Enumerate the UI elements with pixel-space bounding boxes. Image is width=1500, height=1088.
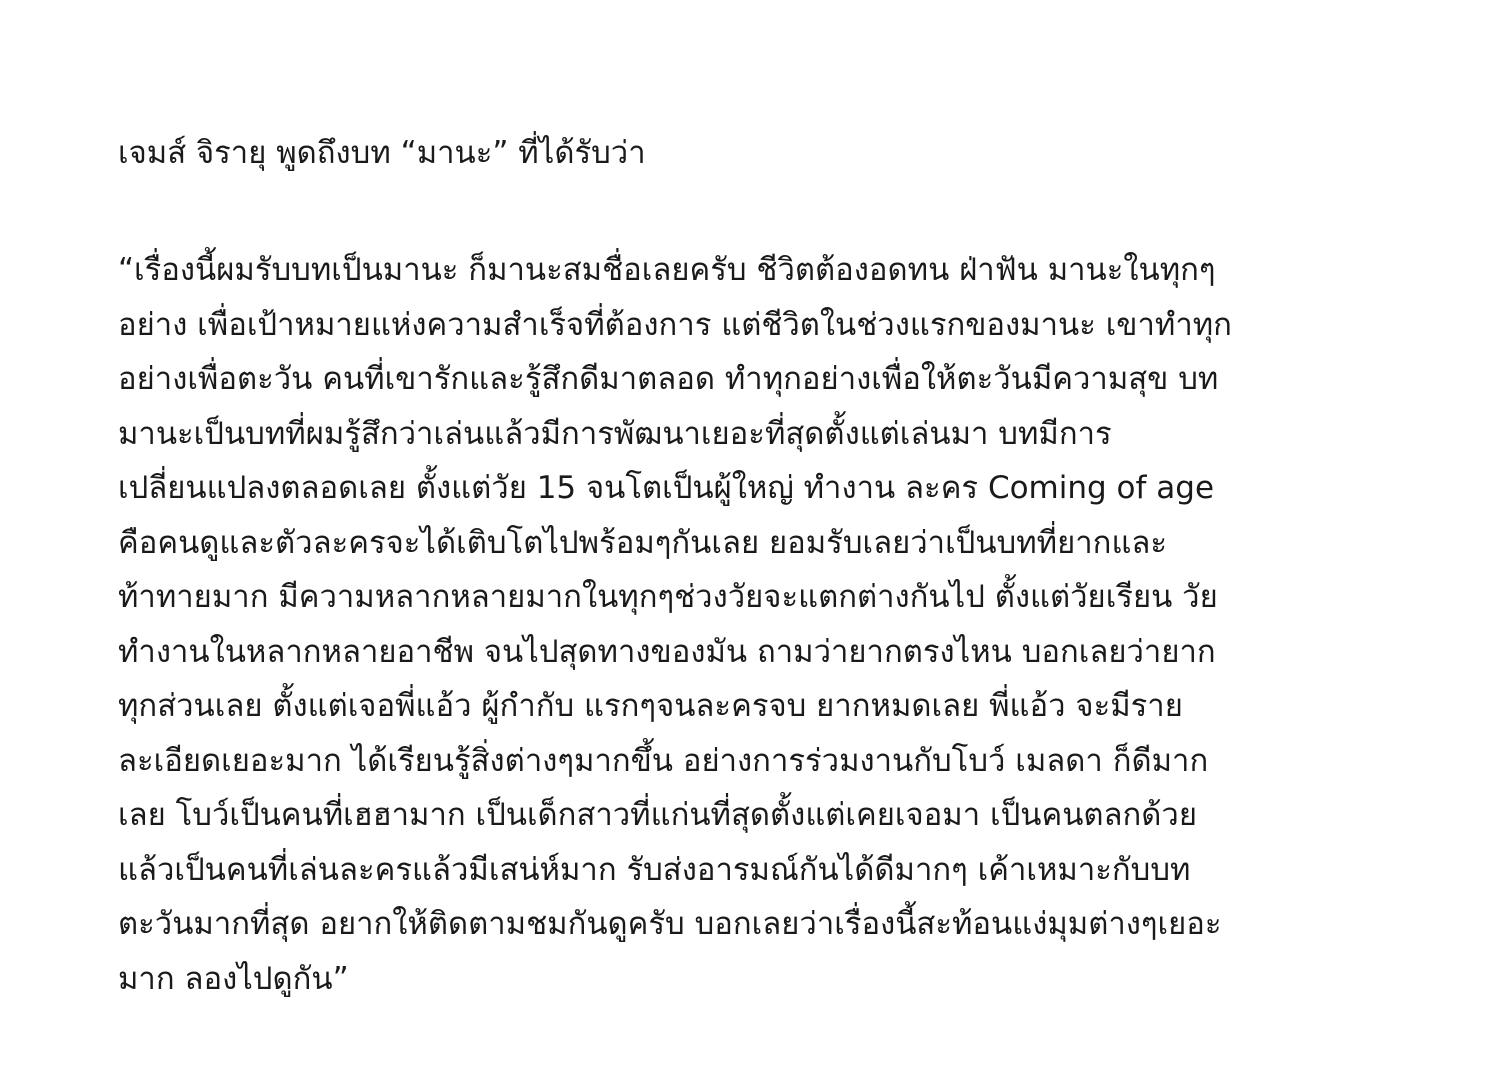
quote-line: เปลี่ยนแปลงตลอดเลย ตั้งแต่วัย 15 จนโตเป็นผู้ใหญ่ ทำงาน ละคร Coming of age [118, 470, 1215, 506]
quote-line: ทุกส่วนเลย ตั้งแต่เจอพี่แอ้ว ผู้กำกับ แรกๆจนละครจบ ยากหมดเลย พี่แอ้ว จะมีราย [118, 688, 1183, 724]
quote-line: ตะวันมากที่สุด อยากให้ติดตามชมกันดูครับ บอกเลยว่าเรื่องนี้สะท้อนแง่มุมต่างๆเยอะ [118, 906, 1222, 942]
quote-line: ทำงานในหลากหลายอาชีพ จนไปสุดทางของมัน ถามว่ายากตรงไหน บอกเลยว่ายาก [118, 633, 1216, 670]
quote-line: อย่าง เพื่อเป้าหมายแห่งความสำเร็จที่ต้องการ แต่ชีวิตในช่วงแรกของมานะ เขาทำทุก [118, 306, 1232, 343]
quote-line: เลย โบว์เป็นคนที่เฮฮามาก เป็นเด็กสาวที่แก่นที่สุดตั้งแต่เคยเจอมา เป็นคนตลกด้วย [118, 797, 1197, 833]
quote-line: “เรื่องนี้ผมรับบทเป็นมานะ ก็มานะสมชื่อเลยครับ ชีวิตต้องอดทน ฝ่าฟัน มานะในทุกๆ [118, 252, 1216, 288]
quote-line: ท้าทายมาก มีความหลากหลายมากในทุกๆช่วงวัยจะแตกต่างกันไป ตั้งแต่วัยเรียน วัย [118, 579, 1218, 615]
quote-line: อย่างเพื่อตะวัน คนที่เขารักและรู้สึกดีมาตลอด ทำทุกอย่างเพื่อให้ตะวันมีความสุข บท [118, 361, 1219, 397]
quote-line: คือคนดูและตัวละครจะได้เติบโตไปพร้อมๆกันเลย ยอมรับเลยว่าเป็นบทที่ยากและ [118, 524, 1168, 561]
quote-paragraph [118, 243, 1418, 1006]
quote-line: มานะเป็นบทที่ผมรู้สึกว่าเล่นแล้วมีการพัฒนาเยอะที่สุดตั้งแต่เล่นมา บทมีการ [118, 415, 1112, 452]
quote-line: แล้วเป็นคนที่เล่นละครแล้วมีเสน่ห์มาก รับส่งอารมณ์กันได้ดีมากๆ เค้าเหมาะกับบท [118, 851, 1191, 888]
intro-line: เจมส์ จิรายุ พูดถึงบท “มานะ” ที่ได้รับว่า [118, 135, 646, 171]
quote-line: ละเอียดเยอะมาก ได้เรียนรู้สิ่งต่างๆมากขึ้น อย่างการร่วมงานกับโบว์ เมลดา ก็ดีมาก [118, 742, 1209, 779]
quote-line: มาก ลองไปดูกัน” [118, 960, 349, 997]
